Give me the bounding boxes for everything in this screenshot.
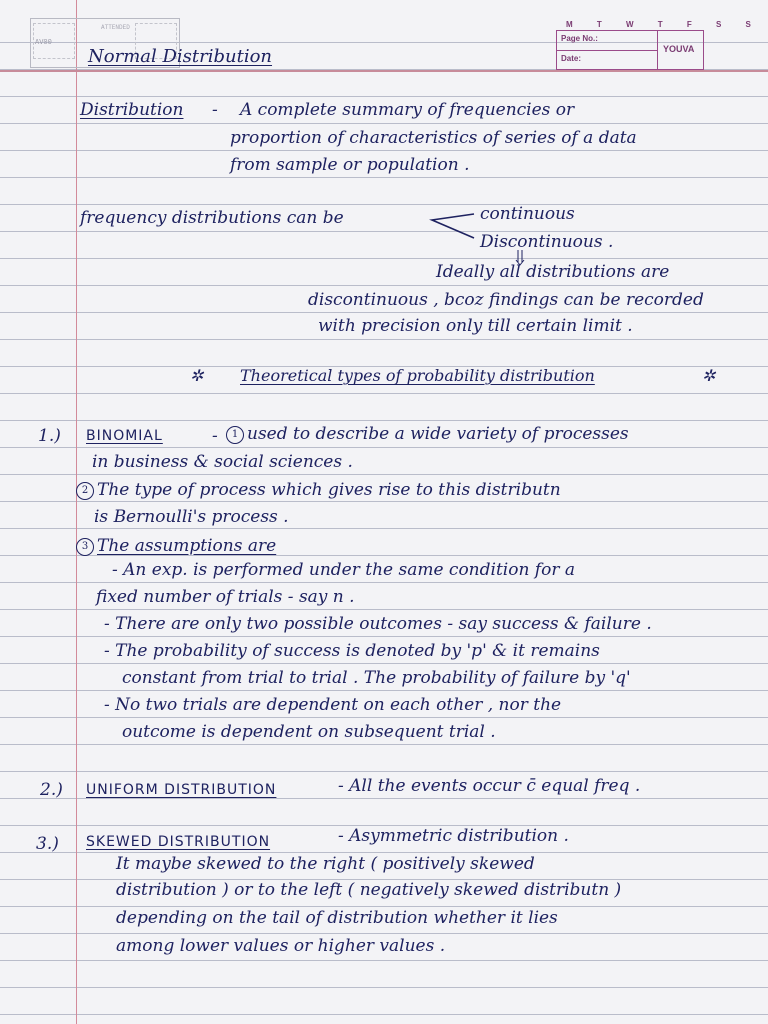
brand-label: YOUVA	[663, 44, 695, 54]
skewed-line: It maybe skewed to the right ( positively skewed	[116, 854, 535, 874]
binomial-point-text: The assumptions are	[97, 536, 277, 556]
assumption-line: fixed number of trials - say n .	[96, 587, 355, 607]
page-no-label: Page No.:	[561, 34, 598, 43]
frequency-note-line: discontinuous , bcoz findings can be recorded	[308, 290, 704, 310]
assumption-line: - The probability of success is denoted by 'p' & it remains	[104, 641, 600, 661]
types-heading: Theoretical types of probability distribution	[240, 366, 595, 385]
assumption-line: - An exp. is performed under the same condition for a	[112, 560, 576, 580]
assumption-line: - There are only two possible outcomes - say success & failure .	[104, 614, 652, 634]
frequency-option-discontinuous: Discontinuous .	[480, 232, 614, 252]
point-number-icon: 1	[226, 426, 244, 444]
section-number: 2.)	[40, 780, 63, 800]
uniform-text: - All the events occur c̄ equal freq .	[338, 776, 641, 796]
definition-dash: -	[212, 100, 218, 120]
page-title: Normal Distribution	[88, 46, 273, 67]
definition-line: A complete summary of frequencies or	[240, 100, 575, 120]
skewed-line: depending on the tail of distribution whether it lies	[116, 908, 558, 928]
page-date-box	[556, 30, 704, 70]
box-divider	[657, 31, 658, 69]
binomial-dash: -	[212, 426, 218, 446]
weekday-row: M T W T F S S	[566, 20, 762, 29]
binomial-point-text: in business & social sciences .	[92, 452, 353, 472]
uniform-heading: UNIFORM DISTRIBUTION	[86, 782, 277, 798]
frequency-note-line: Ideally all distributions are	[436, 262, 670, 282]
frequency-option-continuous: continuous	[480, 204, 575, 224]
branch-arrow	[424, 208, 476, 244]
assumption-line: outcome is dependent on subsequent trial .	[122, 722, 496, 742]
section-number: 1.)	[38, 426, 61, 446]
definition-line: proportion of characteristics of series of a data	[230, 128, 637, 148]
skewed-text: - Asymmetric distribution .	[338, 826, 569, 846]
header-rule	[0, 70, 768, 72]
heading-star-icon: ✲	[190, 366, 204, 385]
assumption-line: constant from trial to trial . The probability of failure by 'q'	[122, 668, 631, 688]
point-number-icon: 2	[76, 482, 94, 500]
frequency-lead: frequency distributions can be	[80, 208, 344, 228]
definition-line: from sample or population .	[230, 155, 470, 175]
stamp-mark: AV00	[35, 39, 52, 47]
binomial-heading: BINOMIAL	[86, 428, 163, 444]
frequency-note-line: with precision only till certain limit .	[318, 316, 633, 336]
binomial-point	[226, 424, 629, 444]
date-label: Date:	[561, 54, 582, 63]
skewed-heading: SKEWED DISTRIBUTION	[86, 834, 271, 850]
margin-line	[76, 0, 77, 1024]
heading-star-icon: ✲	[702, 366, 716, 385]
skewed-line: among lower values or higher values .	[116, 936, 446, 956]
point-number-icon: 3	[76, 538, 94, 556]
binomial-point	[76, 480, 561, 500]
binomial-point-text: is Bernoulli's process .	[94, 507, 289, 527]
skewed-line: distribution ) or to the left ( negatively skewed distributn )	[116, 880, 622, 900]
binomial-point-text: used to describe a wide variety of processes	[247, 424, 629, 444]
stamp-mark: ATTENDED	[101, 24, 130, 31]
box-divider	[557, 50, 657, 51]
definition-term: Distribution	[80, 100, 184, 120]
assumption-line: - No two trials are dependent on each other , nor the	[104, 695, 562, 715]
section-number: 3.)	[36, 834, 59, 854]
binomial-point-text: The type of process which gives rise to this distributn	[97, 480, 561, 500]
binomial-point	[76, 536, 276, 556]
